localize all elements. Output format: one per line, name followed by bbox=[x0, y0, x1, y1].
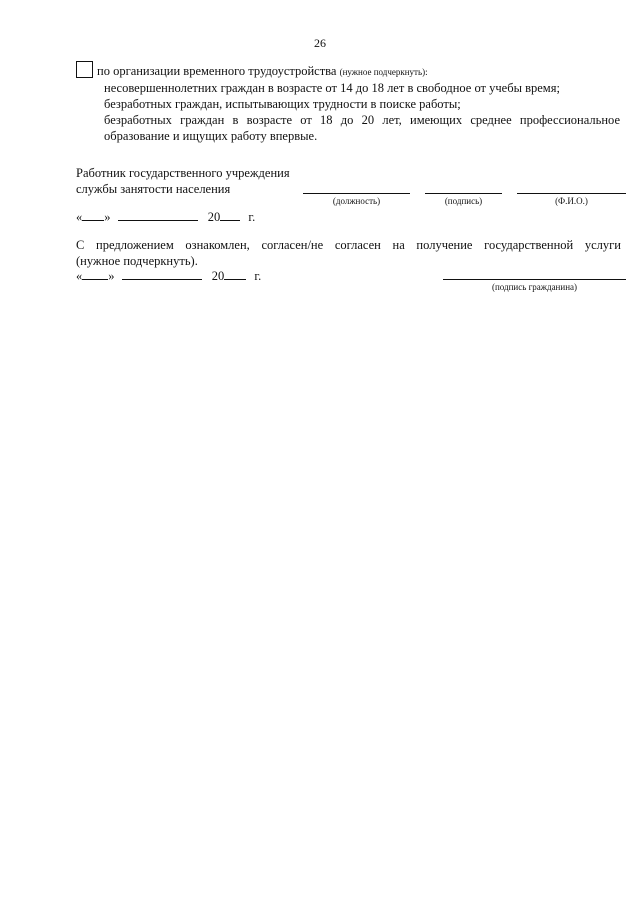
option-item-young-line1: безработных граждан в возрасте от 18 до 20 лет, имеющих среднее профессиональное bbox=[104, 113, 620, 127]
position-caption: (должность) bbox=[332, 196, 381, 206]
signature-caption: (подпись) bbox=[444, 196, 483, 206]
year-suffix: г. bbox=[248, 210, 256, 224]
name-caption: (Ф.И.О.) bbox=[555, 196, 588, 206]
option-title bbox=[97, 64, 428, 78]
page-number: 26 bbox=[314, 36, 326, 50]
month-field[interactable] bbox=[118, 209, 198, 221]
option-title-text: по организации временного трудоустройства bbox=[97, 64, 337, 78]
name-line[interactable] bbox=[517, 193, 626, 194]
date-close-quote: » bbox=[104, 210, 111, 224]
citizen-date-open-quote: « bbox=[76, 269, 83, 283]
employee-date bbox=[76, 209, 255, 224]
option-item-difficulty: безработных граждан, испытывающих трудности в поиске работы; bbox=[104, 97, 461, 111]
citizen-signature-line[interactable] bbox=[443, 279, 626, 280]
citizen-month-field[interactable] bbox=[122, 268, 202, 280]
position-line[interactable] bbox=[303, 193, 410, 194]
option-checkbox[interactable] bbox=[76, 61, 93, 78]
day-field[interactable] bbox=[82, 209, 104, 221]
option-item-young-line2: образование и ищущих работу впервые. bbox=[104, 129, 318, 143]
employee-label-line2: службы занятости населения bbox=[76, 182, 231, 196]
option-note: (нужное подчеркнуть): bbox=[339, 67, 428, 77]
citizen-day-field[interactable] bbox=[82, 268, 108, 280]
signature-line[interactable] bbox=[425, 193, 502, 194]
option-items bbox=[104, 80, 620, 144]
citizen-year-prefix: 20 bbox=[211, 269, 225, 283]
year-field[interactable] bbox=[220, 209, 240, 221]
citizen-signature-caption: (подпись гражданина) bbox=[491, 282, 578, 292]
citizen-offer bbox=[76, 237, 621, 269]
option-item-minors: несовершеннолетних граждан в возрасте от 14 до 18 лет в свободное от учебы время; bbox=[104, 81, 560, 95]
offer-line2: (нужное подчеркнуть). bbox=[76, 254, 198, 268]
date-open-quote: « bbox=[76, 210, 83, 224]
citizen-year-suffix: г. bbox=[254, 269, 262, 283]
offer-line1: С предложением ознакомлен, согласен/не согласен на получение государственной услуги bbox=[76, 238, 621, 252]
citizen-year-field[interactable] bbox=[224, 268, 246, 280]
year-prefix: 20 bbox=[207, 210, 221, 224]
employee-label-line1: Работник государственного учреждения bbox=[76, 166, 290, 180]
citizen-date-close-quote: » bbox=[108, 269, 115, 283]
citizen-date bbox=[76, 268, 261, 283]
